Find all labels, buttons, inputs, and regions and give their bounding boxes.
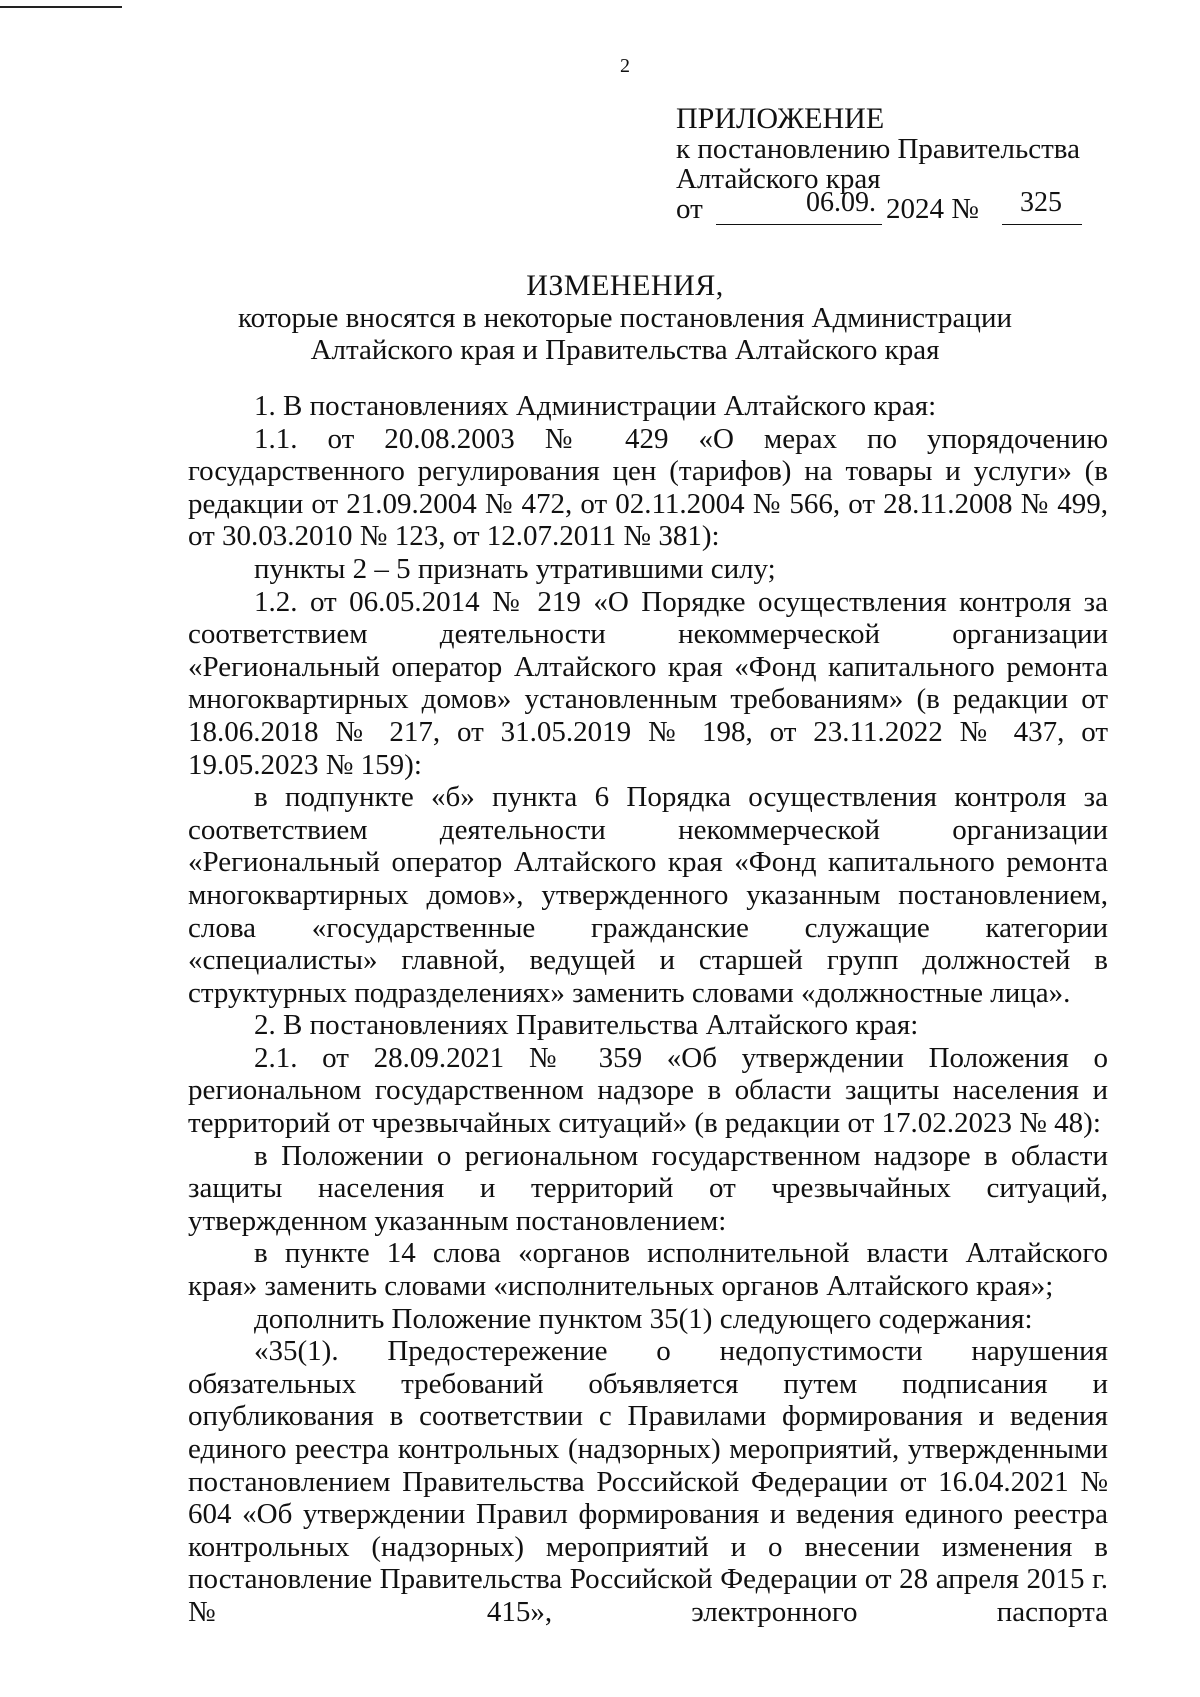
paragraph-2-1-item-14: в пункте 14 слова «органов исполнительной власти Алтайского края» заменить словами «исполнительных органов Алтайского края»; [188, 1237, 1108, 1303]
appendix-date-line [676, 187, 1096, 226]
appendix-line-1: к постановлению Правительства [676, 133, 1080, 165]
paragraph-35-1-text: «35(1). Предостережение о недопустимости нарушения обязательных требований объявляется путем подписания и опубликования в соответствии с Правилами формирования и ведения единого реестра контрольных (надзорных) мероприятий, утвержденными постановлением Правительства Российской Федерации от 16.04.2021 № 604 «Об утверждении Правил формирования и ведения единого реестра контрольных (надзорных) мероприятий и о внесении изменения в постановление Правительства Российской Федерации от 28 апреля 2015 г. № 415», электронного паспорта [188, 1335, 1108, 1628]
paragraph-1-2: 1.2. от 06.05.2014 № 219 «О Порядке осуществления контроля за соответствием деятельности некоммерческой организации «Региональный оператор Алтайского края «Фонд капитального ремонта многоквартирных домов» установленным требованиям» (в редакции от 18.06.2018 № 217, от 31.05.2019 № 198, от 23.11.2022 № 437, от 19.05.2023 № 159): [188, 585, 1108, 781]
number-underline [1002, 224, 1082, 225]
page-number: 2 [620, 55, 630, 77]
scan-edge-mark [0, 6, 122, 8]
date-day: 06.09. [806, 187, 876, 218]
document-heading [0, 270, 1200, 366]
date-prefix: от [676, 193, 703, 225]
appendix-block [676, 104, 1096, 226]
appendix-title: ПРИЛОЖЕНИЕ [676, 102, 885, 135]
paragraph-2-1-regulation: в Положении о региональном государственном надзоре в области защиты населения и территорий от чрезвычайных ситуаций, утвержденном указанным постановлением: [188, 1139, 1108, 1237]
paragraph-1-1: 1.1. от 20.08.2003 № 429 «О мерах по упорядочению государственного регулирования цен (тарифов) на товары и услуги» (в редакции от 21.09.2004 № 472, от 02.11.2004 № 566, от 28.11.2008 № 499, от 30.03.2010 № 123, от 12.07.2011 № 381): [188, 422, 1108, 553]
paragraph-2-1-add-35-1: дополнить Положение пунктом 35(1) следующего содержания: [254, 1302, 1033, 1335]
heading-title: ИЗМЕНЕНИЯ, [526, 269, 724, 302]
document-body [188, 390, 1108, 1629]
appendix-line-2: Алтайского края [676, 163, 881, 195]
paragraph-2-1: 2.1. от 28.09.2021 № 359 «Об утверждении Положения о региональном государственном надзоре в области защиты населения и территорий от чрезвычайных ситуаций» (в редакции от 17.02.2023 № 48): [188, 1041, 1108, 1140]
paragraph-1: 1. В постановлениях Администрации Алтайского края: [254, 390, 937, 422]
heading-subtitle-line-2: Алтайского края и Правительства Алтайского края [310, 334, 940, 366]
paragraph-1-1-action: пункты 2 – 5 признать утратившими силу; [254, 552, 776, 585]
date-underline [716, 224, 882, 225]
date-year: 2024 № [886, 193, 979, 225]
heading-subtitle-line-1: которые вносятся в некоторые постановления Администрации [238, 302, 1012, 334]
document-number: 325 [1020, 187, 1062, 218]
paragraph-2: 2. В постановлениях Правительства Алтайского края: [254, 1009, 919, 1042]
paragraph-1-2-action: в подпункте «б» пункта 6 Порядка осуществления контроля за соответствием деятельности некоммерческой организации «Региональный оператор Алтайского края «Фонд капитального ремонта многоквартирных домов», утвержденного указанным постановлением, слова «государственные гражданские служащие категории «специалисты» главной, ведущей и старшей групп должностей в структурных подразделениях» заменить словами «должностные лица». [188, 781, 1108, 1009]
